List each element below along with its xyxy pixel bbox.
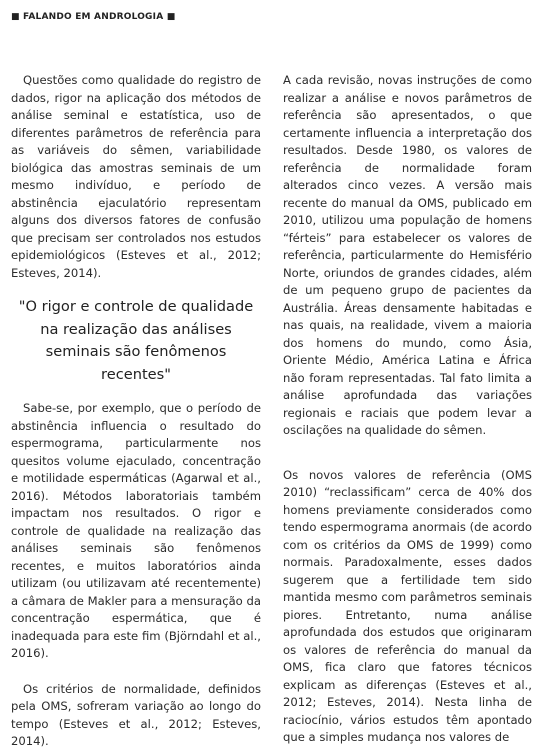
paragraph-revisions: A cada revisão, novas instruções de como realizar a análise e novos parâmetros de referência são apresentados, o que certamente influencia a interpretação dos resultados. Desde 1980, os valores de referência de normalidade foram alterados cinco vezes. A versão mais recente do manual da OMS, publicado em 2010, utilizou uma população de homens “férteis” para estabelecer os valores de referência, particularmente do Hemisfério Norte, oriundos de grandes cidades, além de um pequeno grupo de pacientes da Austrália. Áreas densamente habitadas e nas quais, na realidade, vivem a maioria dos homens do mundo, como Ásia, Oriente Médio, América Latina e África não foram representadas. Tal fato limita a análise aprofundada das variações regionais e raciais que podem levar a oscilações na qualidade do sêmen.: [283, 73, 532, 437]
right-column: [283, 72, 532, 747]
paragraph-intro: Questões como qualidade do registro de dados, rigor na aplicação dos métodos de análise seminal e estatística, uso de diferentes parâmetros de referência para as variáveis do sêmen, variabilidade biológica das amostras seminais de um mesmo indivíduo, e período de abstinência ejaculatório representam alguns dos diversos fatores de confusão que precisam ser controlados nos estudos epidemiológicos (Esteves et al., 2012; Esteves, 2014).: [11, 73, 261, 280]
section-header: ■ FALANDO EM ANDROLOGIA ■: [11, 12, 176, 22]
pull-quote: "O rigor e controle de qualidade na realização das análises seminais são fenômenos recentes": [18, 298, 254, 383]
paragraph-criteria: Os critérios de normalidade, definidos pela OMS, sofreram variação ao longo do tempo (Esteves et al., 2012; Esteves, 2014).: [11, 681, 261, 748]
left-column: [11, 72, 261, 751]
paragraph-new-values: Os novos valores de referência (OMS 2010) “reclassificam” cerca de 40% dos homens previamente considerados como tendo espermograma anormais (de acordo com os critérios da OMS de 1999) como normais. Paradoxalmente, esses dados sugerem que a fertilidade tem sido mantida mesmo com parâmetros seminais piores. Entretanto, numa análise aprofundada dos estudos que originaram os valores de referência do manual da OMS, fica claro que fatores técnicos explicam as diferenças (Esteves et al., 2012; Esteves, 2014). Nesta linha de raciocínio, vários estudos têm apontado que a simples mudança nos valores de: [283, 467, 532, 744]
paragraph-abstinence: Sabe-se, por exemplo, que o período de abstinência influencia o resultado do espermograma, particularmente nos quesitos volume ejaculado, concentração e motilidade espermáticas (Agarwal et al., 2016). Métodos laboratoriais também impactam nos resultados. O rigor e controle de qualidade na realização das análises seminais são fenômenos recentes, e muitos laboratórios ainda utilizam (ou utilizavam até recentemente) a câmara de Makler para a mensuração da concentração espermática, que é inadequada para este fim (Björndahl et al., 2016).: [11, 401, 261, 660]
